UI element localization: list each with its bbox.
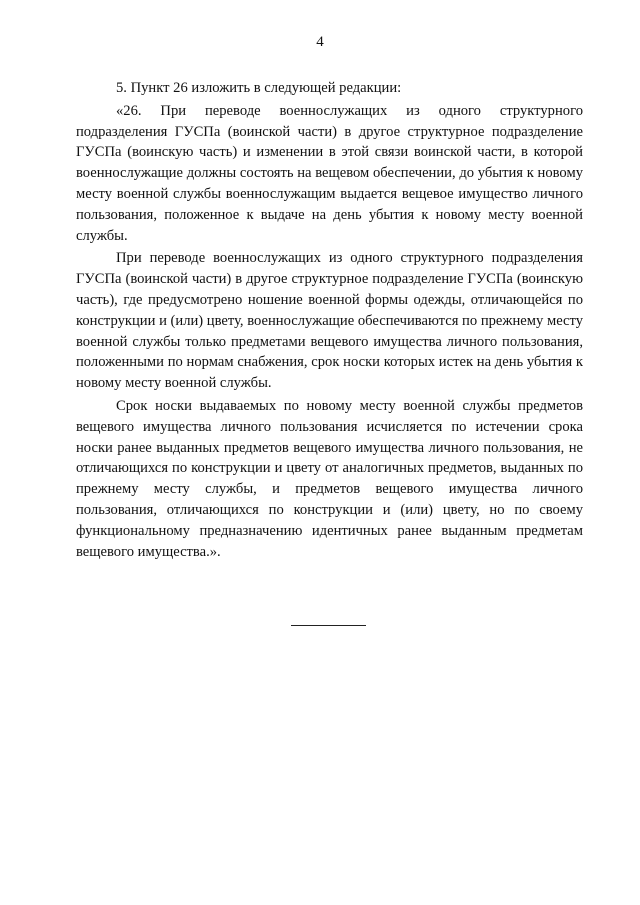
item-5-heading: 5. Пункт 26 изложить в следующей редакции: xyxy=(116,80,402,96)
paragraph-3: Срок носки выдаваемых по новому месту военной службы предметов вещевого имущества личного пользования исчисляется по истечении срока носки ранее выданных предметов вещевого имущества личного пользования, не отличающихся по конструкции и цвету от аналогичных предметов, выданных по прежнему месту службы, и предметов вещевого имущества личного пользования, отличающихся по конструкции и (или) цвету, но по своему функциональному предназначению идентичных ранее выданным предметам вещевого имущества.». xyxy=(76,397,583,560)
closing-divider-line xyxy=(291,625,366,626)
paragraph-2: При переводе военнослужащих из одного структурного подразделения ГУСПа (воинской части) в другое структурное подразделение ГУСПа (воинскую часть), где предусмотрено ношение военной формы одежды, отличающейся по конструкции и (или) цвету, военнослужащие обеспечиваются по прежнему месту военной службы только предметами вещевого имущества личного пользования, положенными по нормам снабжения, срок носки которых истек на день убытия к новому месту военной службы. xyxy=(76,250,583,392)
document-body xyxy=(76,78,583,564)
page-number: 4 xyxy=(316,34,324,50)
paragraph-1: «26. При переводе военнослужащих из одного структурного подразделения ГУСПа (воинской части) в другое структурное подразделение ГУСПа (воинскую часть) и изменении в этой связи воинской части, в которой военнослужащие должны состоять на вещевом обеспечении, до убытия к новому месту военной службы военнослужащим выдается вещевое имущество личного пользования, положенное к выдаче на день убытия к новому месту военной службы. xyxy=(76,102,583,244)
